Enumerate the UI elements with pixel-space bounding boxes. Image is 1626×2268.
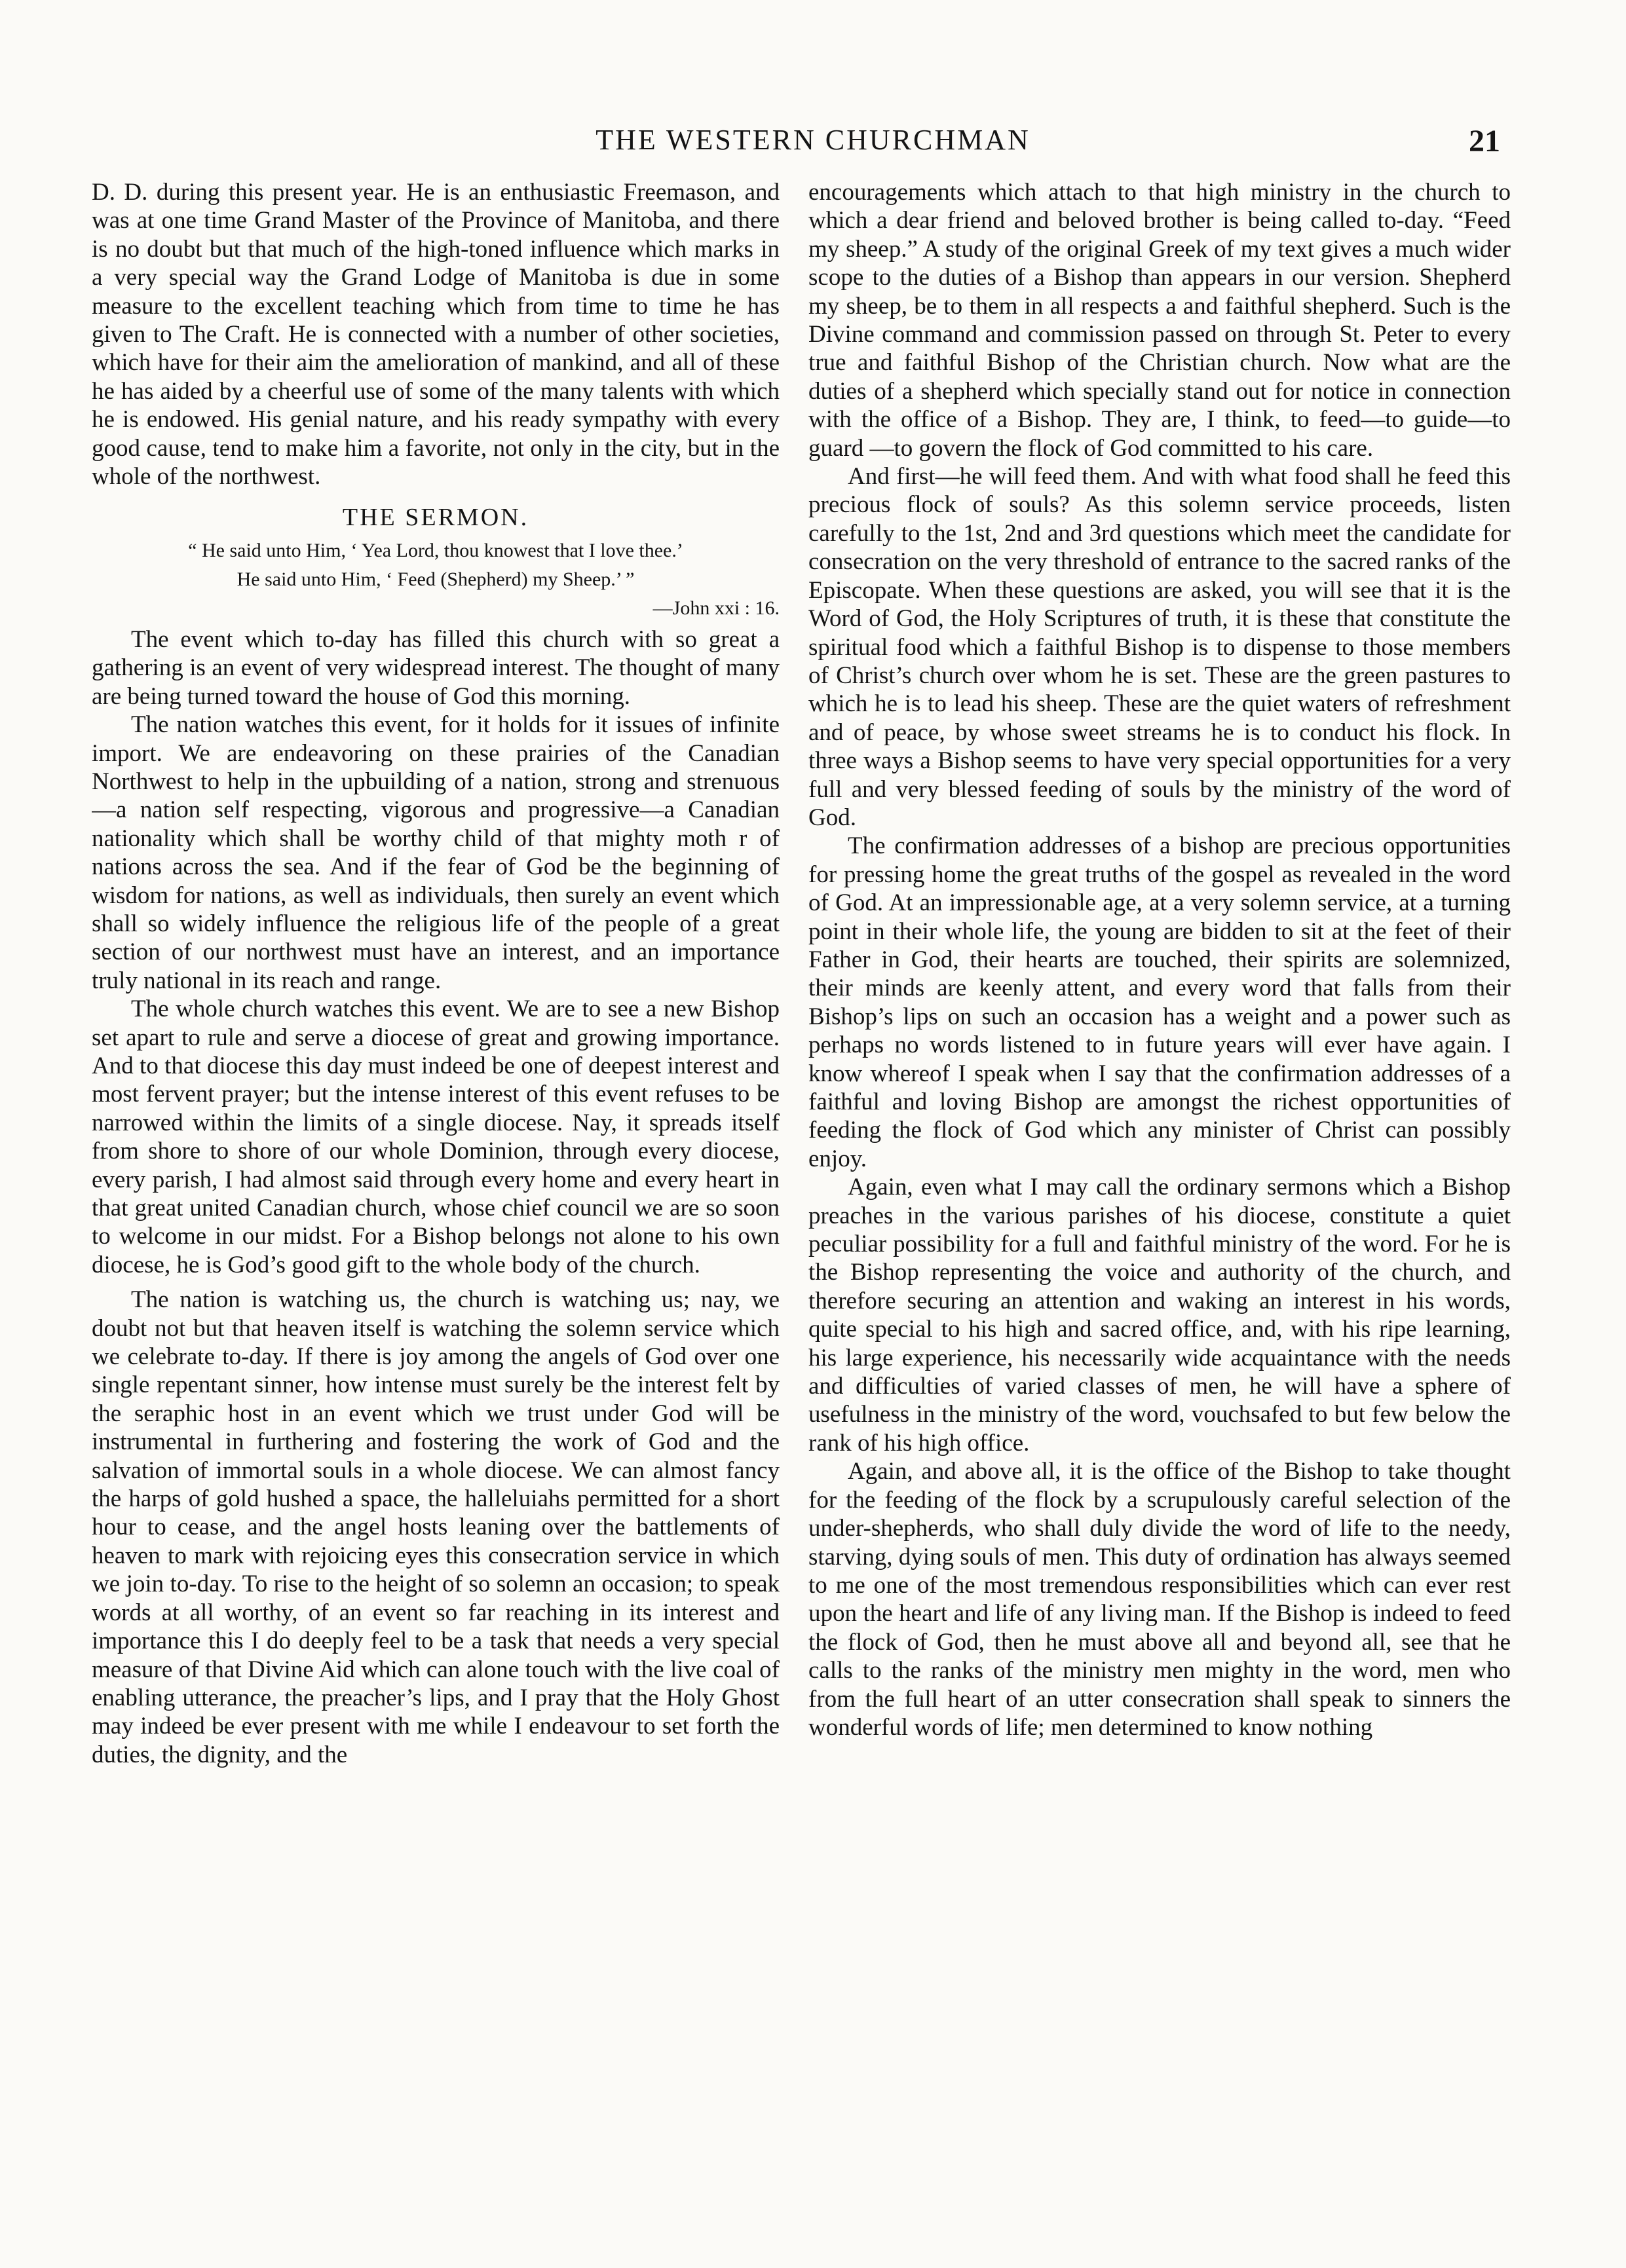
epigraph-line: “ He said unto Him, ‘ Yea Lord, thou knowest that I love thee.’ [188, 539, 683, 561]
sermon-paragraph: And first—he will feed them. And with what food shall he feed this precious flock of souls? As this solemn service proceeds, listen carefully to the 1st, 2nd and 3rd questions which meet the candidate for consecration on the very threshold of entrance to the sacred ranks of the Episcopate. When these questions are asked, you will see that it is the Word of God, the Holy Scriptures of truth, it is these that constitute the spiritual food which a faithful Bishop is to dispense to those members of Christ’s church over whom he is set. These are the green pastures to which he is to lead his sheep. These are the quiet waters of refreshment and of peace, by whose sweet streams he is to conduct his flock. In three ways a Bishop seems to have very special opportunities for a very full and very blessed feeding of souls by the ministry of the word of God. [808, 463, 1511, 831]
sermon-paragraph: The nation is watching us, the church is watching us; nay, we doubt not but that heaven itself is watching the solemn service which we celebrate to-day. If there is joy among the angels of God over one single repentant sinner, how intense must surely be the interest felt by the seraphic host in an event which we trust under God will be instrumental in furthering and fostering the work of God and the salvation of immortal souls in a whole diocese. We can almost fancy the harps of gold hushed a space, the halleluiahs permitted for a short hour to cease, and the angel hosts leaning over the battlements of heaven to mark with rejoicing eyes this consecration service in which we join to-day. To rise to the height of so solemn an occasion; to speak words at all worthy, of an event so far reaching in its interest and importance this I do deeply feel to be a task that needs a very special measure of that Divine Aid which can alone touch with the live coal of enabling utterance, the preacher’s lips, and I pray that the Holy Ghost may indeed be ever present with me while I endeavour to set forth the duties, the dignity, and the [92, 1286, 780, 1768]
sermon-paragraph: encouragements which attach to that high ministry in the church to which a dear friend and beloved brother is being called to-day. “Feed my sheep.” A study of the original Greek of my text gives a much wider scope to the duties of a Bishop than appears in our version. Shepherd my sheep, be to them in all respects a and faithful shepherd. Such is the Divine command and commission passed on through St. Peter to every true and faithful Bishop of the Christian church. Now what are the duties of a shepherd which specially stand out for notice in connection with the office of a Bishop. They are, I think, to feed—to guide—to guard —to govern the flock of God committed to his care. [808, 179, 1511, 462]
sermon-heading: THE SERMON. [342, 504, 529, 532]
sermon-paragraph: The whole church watches this event. We are to see a new Bishop set apart to rule and serve a diocese of great and growing importance. And to that diocese this day must indeed be one of deepest interest and most fervent prayer; but the intense interest of this event refuses to be narrowed within the limits of a single diocese. Nay, it spreads itself from shore to shore of our whole Dominion, through every diocese, every parish, I had almost said through every home and every heart in that great united Canadian church, whose chief council we are so soon to welcome in our midst. For a Bishop belongs not alone to his own diocese, he is God’s good gift to the whole body of the church. [92, 995, 780, 1278]
publication-title: THE WESTERN CHURCHMAN [596, 124, 1030, 156]
epigraph-line: He said unto Him, ‘ Feed (Shepherd) my Sheep.’ ” [236, 568, 635, 590]
page-number: 21 [1469, 124, 1500, 158]
sermon-paragraph: The event which to-day has filled this church with so great a gathering is an event of very widespread interest. The thought of many are being turned toward the house of God this morning. [92, 625, 780, 710]
left-column [92, 178, 780, 2202]
sermon-paragraph: The nation watches this event, for it holds for it issues of infinite import. We are endeavoring on these prairies of the Canadian Northwest to help in the upbuilding of a nation, strong and strenuous—a nation self respecting, vigorous and progressive—a Canadian nationality which shall be worthy child of that mighty moth r of nations across the sea. And if the fear of God be the beginning of wisdom for nations, as well as individuals, then surely an event which shall so widely influence the religious life of the people of a great section of our northwest must have an interest, and an importance truly national in its reach and range. [92, 711, 780, 994]
biography-paragraph: D. D. during this present year. He is an enthusiastic Freemason, and was at one time Grand Master of the Province of Manitoba, and there is no doubt but that much of the high-toned influence which marks in a very special way the Grand Lodge of Manitoba is due in some measure to the excellent teaching which from time to time he has given to The Craft. He is connected with a number of other societies, which have for their aim the amelioration of mankind, and all of these he has aided by a cheerful use of some of the many talents with which he is endowed. His genial nature, and his ready sympathy with every good cause, tend to make him a favorite, not only in the city, but in the whole of the northwest. [92, 179, 780, 491]
right-column [808, 178, 1511, 2202]
running-header [0, 123, 1626, 169]
sermon-paragraph: Again, even what I may call the ordinary sermons which a Bishop preaches in the various parishes of his diocese, constitute a quiet peculiar possibility for a full and faithful ministry of the word. For he is the Bishop representing the voice and authority of the church, and therefore securing an attention and waking an interest in his words, quite special to his high and sacred office, and, with his ripe learning, his large experience, his necessarily wide acquaintance with the needs and difficulties of varied classes of men, he will have a sphere of usefulness in the ministry of the word, vouchsafed to but few below the rank of his high office. [808, 1174, 1511, 1457]
sermon-paragraph: Again, and above all, it is the office of the Bishop to take thought for the feeding of the flock by a scrupulously careful selection of the under-shepherds, who shall duly divide the word of life to the needy, starving, dying souls of men. This duty of ordination has always seemed to me one of the most tremendous responsibilities which can ever rest upon the heart and life of any living man. If the Bishop is indeed to feed the flock of God, then he must above all and beyond all, see that he calls to the ranks of the ministry men mighty in the word, men who from the full heart of an utter consecration shall speak to sinners the wonderful words of life; men determined to know nothing [808, 1458, 1511, 1741]
epigraph-reference: —John xxi : 16. [652, 597, 780, 619]
sermon-paragraph: The confirmation addresses of a bishop are precious opportunities for pressing home the great truths of the gospel as revealed in the word of God. At an impressionable age, at a very solemn service, at a turning point in their whole life, the young are bidden to sit at the feet of their Father in God, their hearts are touched, their spirits are solemnized, their minds are keenly attent, and every word that falls from their Bishop’s lips on such an occasion has a weight and a power such as perhaps no words listened to in future years will ever have again. I know whereof I speak when I say that the confirmation addresses of a faithful and loving Bishop are amongst the richest opportunities of feeding the flock of God which any minister of Christ can possibly enjoy. [808, 832, 1511, 1172]
